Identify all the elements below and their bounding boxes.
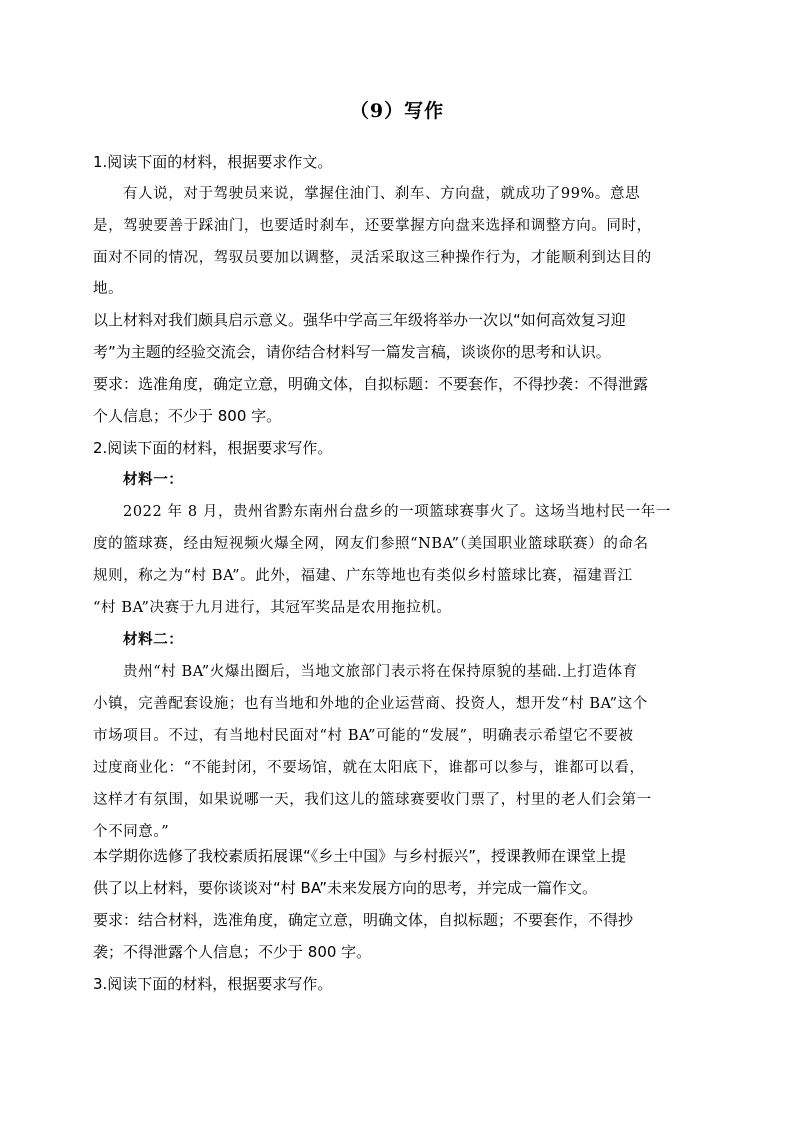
text-line: “村 BA”决赛于九月进行，其冠军奖品是农用拖拉机。: [93, 600, 452, 616]
text-line: 贵州“村 BA”火爆出圈后，当地文旅部门表示将在保持原貌的基础.上打造体育: [123, 664, 638, 680]
text-line: 是，驾驶要善于踩油门，也要适时刹车，还要掌握方向盘来选择和调整方向。同时，: [93, 218, 652, 234]
text-line: 考”为主题的经验交流会，请你结合材料写一篇发言稿，谈谈你的思考和认识。: [93, 343, 611, 361]
text-line: 个人信息；不少于 800 字。: [93, 407, 282, 425]
text-line: 本学期你选修了我校素质拓展课“《乡土中国》与乡村振兴”，授课教师在课堂上提: [93, 847, 627, 865]
text-line: 小镇，完善配套设施；也有当地和外地的企业运营商、投资人，想开发“村 BA”这个: [93, 696, 648, 712]
text-line: 2022 年 8 月，贵州省黔东南州台盘乡的一项篮球赛事火了。这场当地村民一年一: [123, 504, 671, 520]
text-line: 有人说，对于驾驶员来说，掌握住油门、刹车、方向盘，就成功了99%。意思: [123, 186, 641, 202]
text-line: 2.阅读下面的材料，根据要求写作。: [93, 439, 333, 457]
text-line: 个不同意。”: [93, 824, 170, 840]
text-line: 面对不同的情况，驾驭员要加以调整，灵活采取这三种操作行为，才能顺利到达目的: [93, 250, 652, 266]
text-line: 市场项目。不过，有当地村民面对“村 BA”可能的“发展”，明确表示希望它不要被: [93, 728, 634, 744]
text-line: 以上材料对我们颇具启示意义。强华中学高三年级将举办一次以“如何高效复习迎: [93, 311, 626, 329]
section-heading: 材料二：: [123, 631, 184, 648]
page-title: （9）写作: [349, 100, 445, 122]
text-line: 袭；不得泄露个人信息；不少于 800 字。: [93, 943, 372, 961]
text-line: 供了以上材料，要你谈谈对“村 BA”未来发展方向的思考，并完成一篇作文。: [93, 879, 598, 897]
text-line: 这样才有氛围，如果说哪一天，我们这儿的篮球赛要收门票了，村里的老人们会第一: [93, 792, 652, 808]
text-line: 规则，称之为“村 BA”。此外，福建、广东等地也有类似乡村篮球比赛，福建晋江: [93, 568, 633, 584]
text-line: 1.阅读下面的材料，根据要求作文。: [93, 153, 333, 171]
text-line: 3.阅读下面的材料，根据要求写作。: [93, 975, 333, 993]
text-line: 过度商业化：“不能封闭，不要场馆，就在太阳底下，谁都可以参与，谁都可以看，: [93, 760, 645, 776]
text-line: 地。: [93, 281, 124, 297]
text-line: 要求：选准角度，确定立意，明确文体，自拟标题：不要套作，不得抄袭：不得泄露: [93, 375, 649, 393]
section-heading: 材料一：: [123, 471, 184, 488]
text-line: 度的篮球赛，经由短视频火爆全网，网友们参照“NBA”（美国职业篮球联赛）的命名: [93, 536, 649, 552]
text-line: 要求：结合材料，选准角度，确定立意，明确文体，自拟标题；不要套作，不得抄: [93, 911, 634, 929]
